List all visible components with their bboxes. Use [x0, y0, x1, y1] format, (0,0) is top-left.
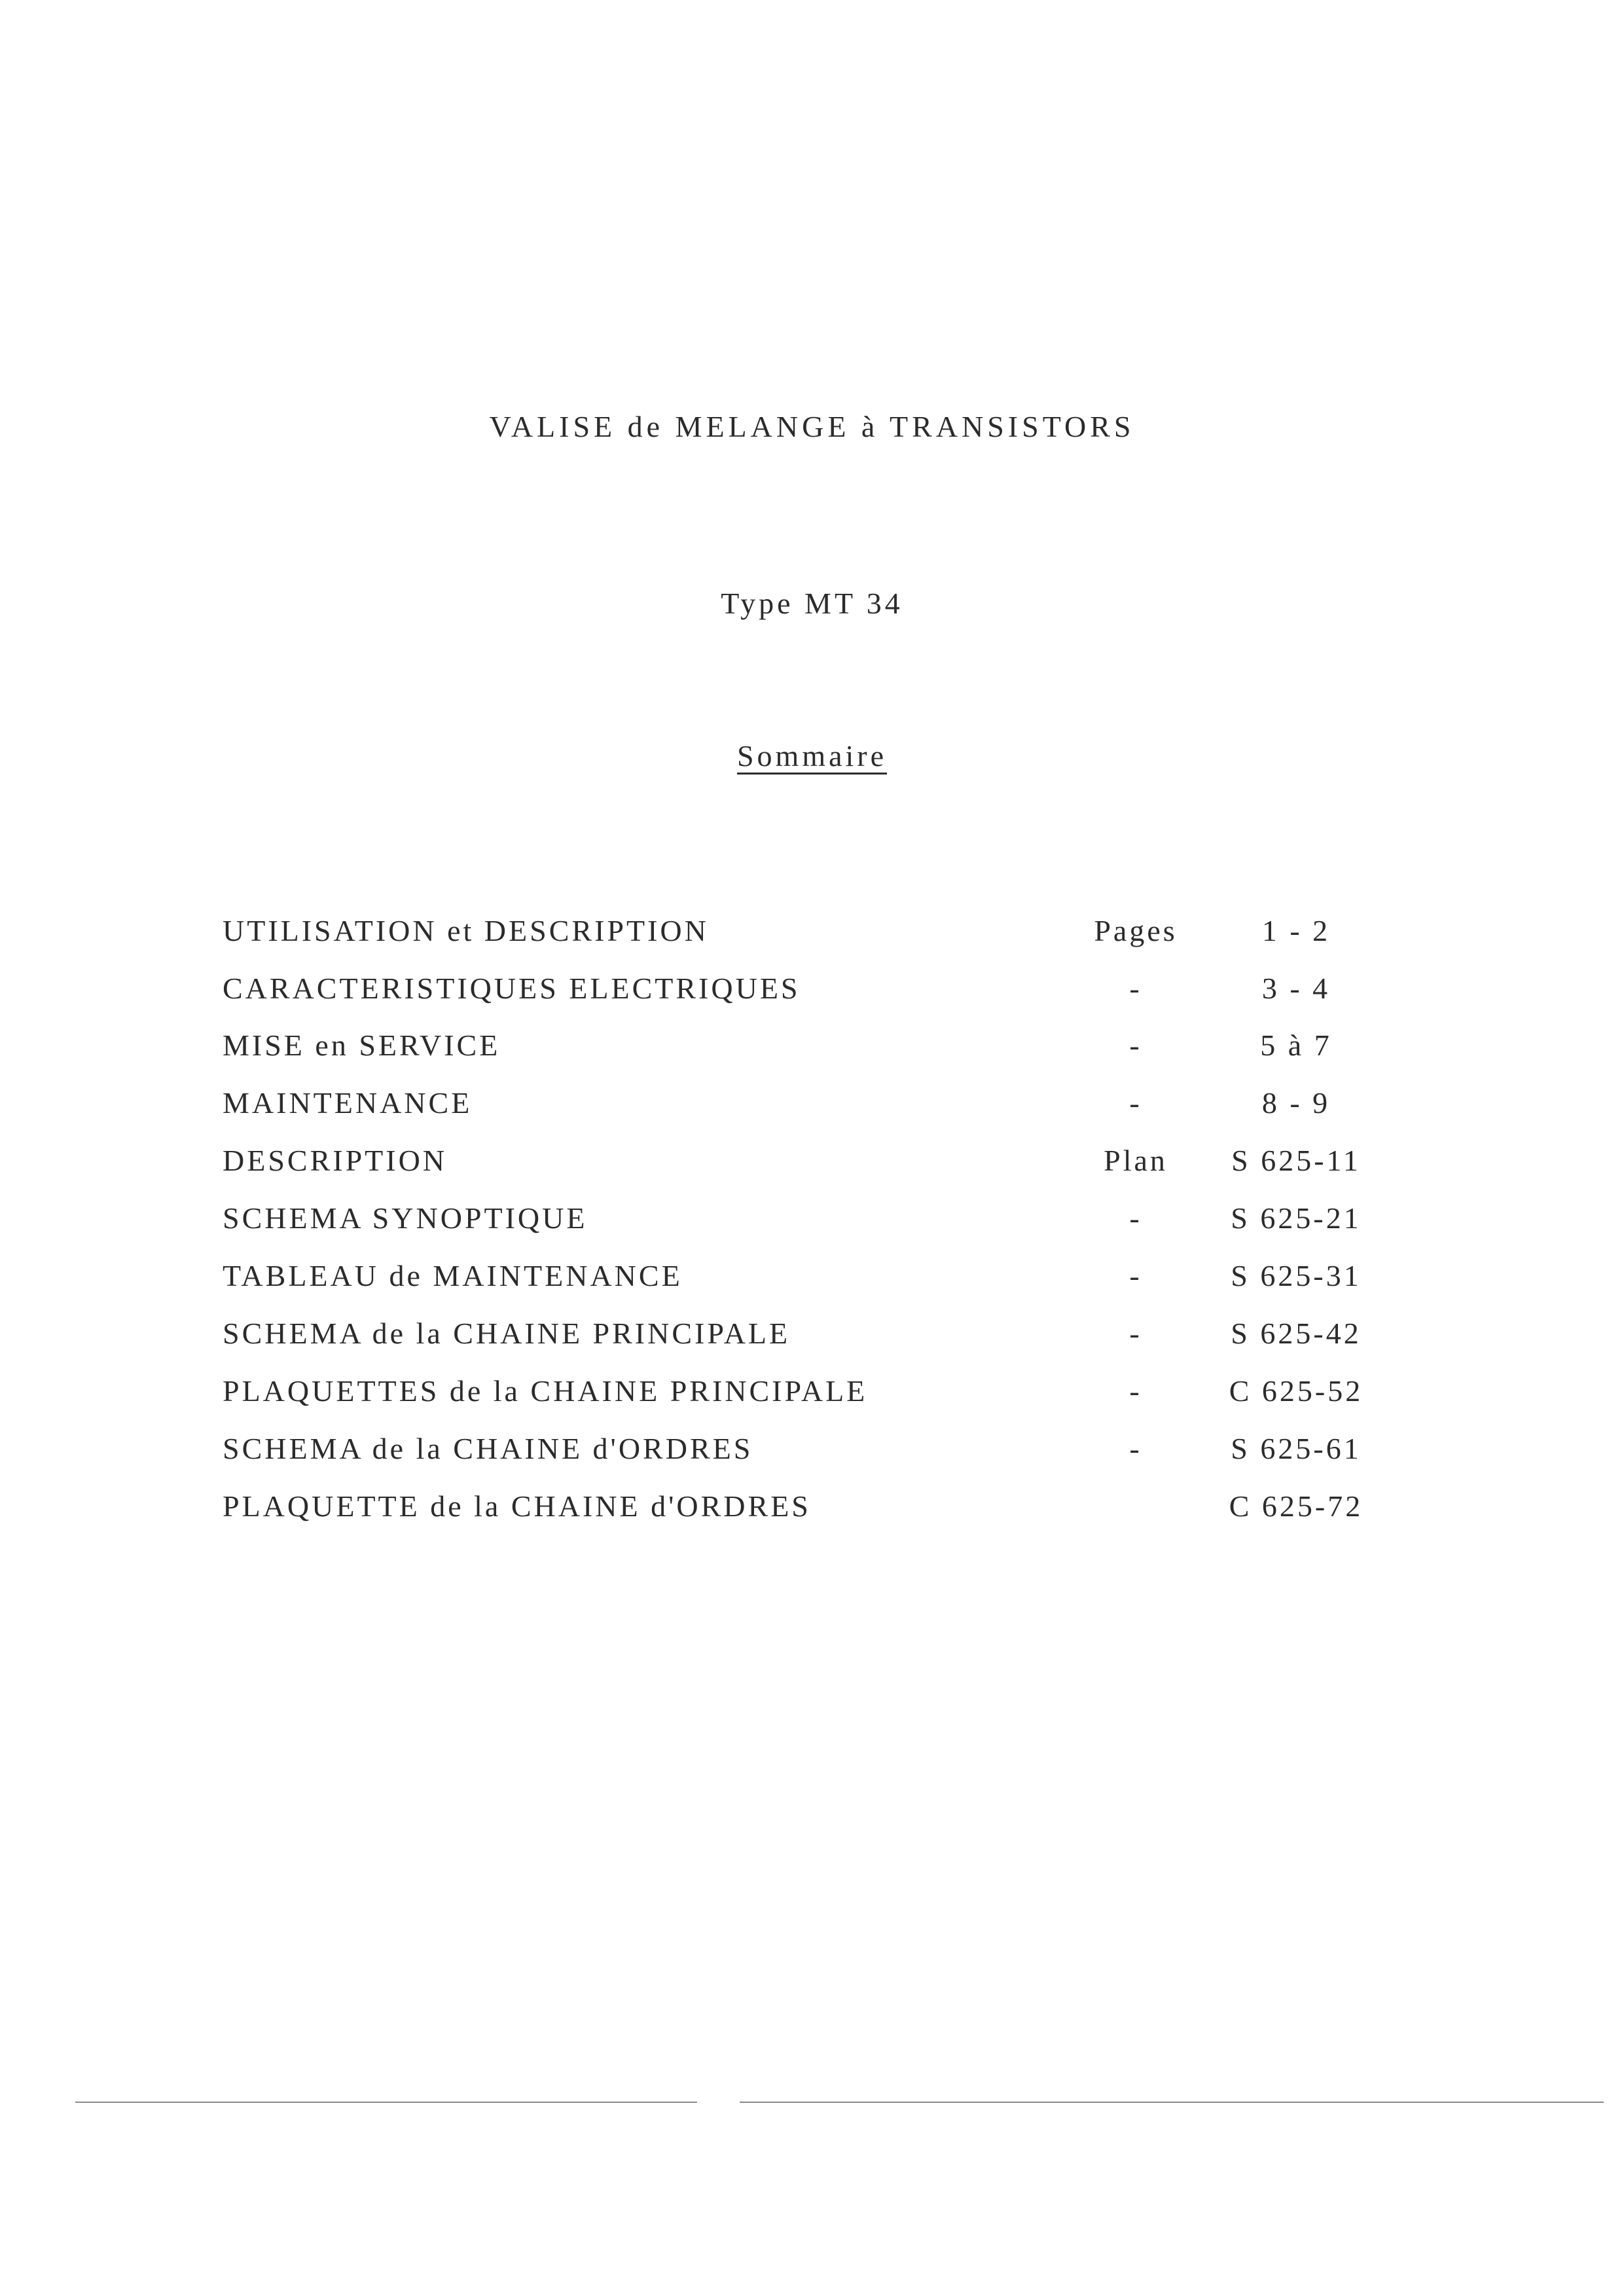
footer-divider — [75, 2102, 697, 2103]
toc-row — [0, 1258, 1624, 1304]
toc-entry-kind: Pages — [1094, 914, 1178, 947]
toc-entry-ref: S 625-42 — [1231, 1317, 1362, 1350]
toc-row — [0, 1201, 1624, 1247]
toc-entry-ref: S 625-11 — [1231, 1144, 1361, 1177]
toc-entry-kind: - — [1129, 1029, 1142, 1062]
document-title: VALISE de MELANGE à TRANSISTORS — [489, 410, 1135, 443]
toc-entry-title: PLAQUETTES de la CHAINE PRINCIPALE — [223, 1374, 868, 1408]
toc-row — [0, 1489, 1624, 1535]
toc-entry-title: SCHEMA de la CHAINE d'ORDRES — [223, 1432, 753, 1465]
toc-entry-title: TABLEAU de MAINTENANCE — [223, 1259, 683, 1292]
toc-entry-kind: - — [1129, 1317, 1142, 1350]
toc-row — [0, 1374, 1624, 1419]
toc-entry-ref: S 625-21 — [1231, 1201, 1362, 1235]
toc-entry-ref: C 625-72 — [1229, 1489, 1363, 1523]
toc-row — [0, 913, 1624, 959]
footer-divider — [740, 2102, 1604, 2103]
toc-entry-title: MISE en SERVICE — [223, 1029, 501, 1062]
toc-entry-ref: C 625-52 — [1229, 1374, 1363, 1408]
toc-entry-title: CARACTERISTIQUES ELECTRIQUES — [223, 972, 801, 1005]
toc-row — [0, 1085, 1624, 1131]
toc-row — [0, 971, 1624, 1017]
toc-entry-kind: - — [1129, 1432, 1142, 1465]
toc-entry-kind: - — [1129, 1086, 1142, 1120]
toc-entry-title: UTILISATION et DESCRIPTION — [223, 914, 709, 947]
toc-entry-kind: Plan — [1104, 1144, 1168, 1177]
toc-row — [0, 1316, 1624, 1362]
toc-entry-ref: S 625-61 — [1231, 1432, 1362, 1465]
toc-entry-kind: - — [1129, 1374, 1142, 1408]
toc-entry-ref: 5 à 7 — [1260, 1029, 1332, 1062]
toc-entry-ref: 3 - 4 — [1261, 972, 1331, 1005]
toc-entry-title: MAINTENANCE — [223, 1086, 473, 1120]
toc-entry-title: SCHEMA SYNOPTIQUE — [223, 1201, 588, 1235]
summary-heading-text: Sommaire — [736, 739, 888, 773]
toc-entry-ref: 1 - 2 — [1261, 914, 1331, 947]
document-type-line: Type MT 34 — [721, 587, 903, 620]
toc-row — [0, 1028, 1624, 1074]
toc-entry-title: SCHEMA de la CHAINE PRINCIPALE — [223, 1317, 791, 1350]
toc-entry-kind: - — [1129, 972, 1142, 1005]
toc-entry-kind: - — [1129, 1201, 1142, 1235]
toc-entry-title: DESCRIPTION — [223, 1144, 448, 1177]
toc-entry-ref: 8 - 9 — [1261, 1086, 1331, 1120]
toc-entry-kind: - — [1129, 1259, 1142, 1292]
toc-entry-title: PLAQUETTE de la CHAINE d'ORDRES — [223, 1489, 811, 1523]
toc-entry-ref: S 625-31 — [1231, 1259, 1362, 1292]
toc-row — [0, 1431, 1624, 1477]
toc-row — [0, 1143, 1624, 1189]
